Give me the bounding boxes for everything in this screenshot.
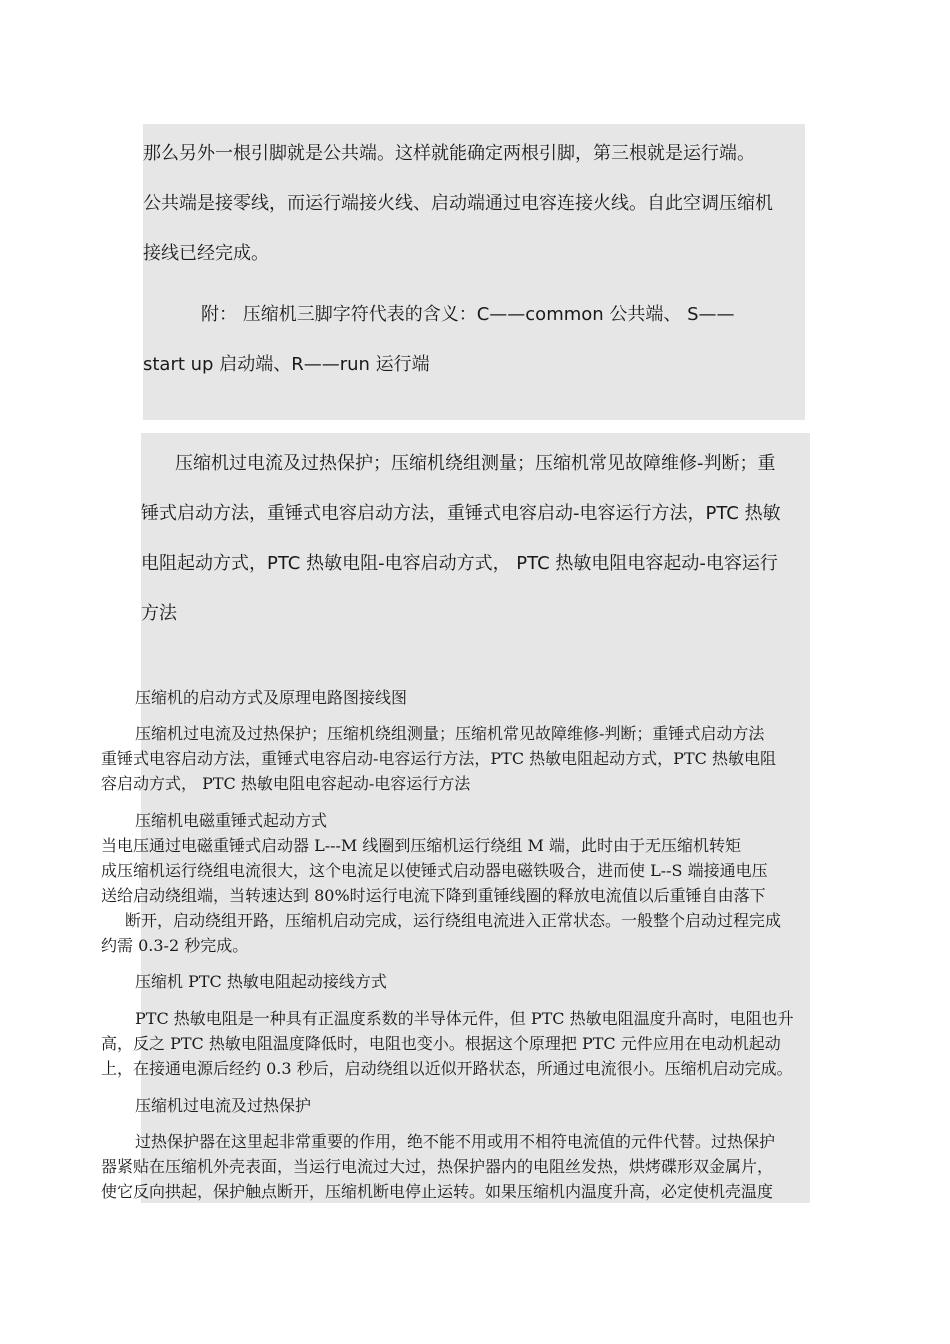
heading-startup-methods: 压缩机的启动方式及原理电路图接线图 <box>135 688 408 707</box>
para3-line-2: 高，反之 PTC 热敏电阻温度降低时，电阻也变小。根据这个原理把 PTC 元件应用在电动机起动 <box>101 1034 781 1053</box>
box2-line-4: 方法 <box>141 603 177 624</box>
box2-line-3: 电阻起动方式，PTC 热敏电阻-电容启动方式， PTC 热敏电阻电容起动-电容运行 <box>141 553 778 574</box>
box1-line-1: 那么另外一根引脚就是公共端。这样就能确定两根引脚，第三根就是运行端。 <box>143 143 755 164</box>
heading-ptc: 压缩机 PTC 热敏电阻起动接线方式 <box>135 972 387 991</box>
heading-overheat: 压缩机过电流及过热保护 <box>135 1096 312 1115</box>
para1-line-3: 容启动方式， PTC 热敏电阻电容起动-电容运行方法 <box>101 774 471 793</box>
para3-line-1: PTC 热敏电阻是一种具有正温度系数的半导体元件，但 PTC 热敏电阻温度升高时，电阻也升 <box>135 1009 794 1028</box>
para4-line-3: 使它反向拱起，保护触点断开，压缩机断电停止运转。如果压缩机内温度升高，必定使机壳温度 <box>101 1182 774 1201</box>
box1-line-2: 公共端是接零线，而运行端接火线、启动端通过电容连接火线。自此空调压缩机 <box>143 193 773 214</box>
para2-line-1: 当电压通过电磁重锤式启动器 L---M 线圈到压缩机运行绕组 M 端，此时由于无压缩机转矩 <box>101 836 741 855</box>
box2-line-1: 压缩机过电流及过热保护；压缩机绕组测量；压缩机常见故障维修-判断；重 <box>175 453 776 474</box>
para2-line-5: 约需 0.3-2 秒完成。 <box>101 936 249 955</box>
box1-line-3: 接线已经完成。 <box>143 243 269 264</box>
para1-line-2: 重锤式电容启动方法，重锤式电容启动-电容运行方法，PTC 热敏电阻起动方式，PTC 热敏电阻 <box>101 749 776 768</box>
para4-line-2: 器紧贴在压缩机外壳表面，当运行电流过大过，热保护器内的电阻丝发热，烘烤碟形双金属片， <box>101 1157 774 1176</box>
para4-line-1: 过热保护器在这里起非常重要的作用，绝不能不用或用不相符电流值的元件代替。过热保护 <box>135 1132 776 1151</box>
para3-line-3: 上，在接通电源后经约 0.3 秒后，启动绕组以近似开路状态，所通过电流很小。压缩机启动完成。 <box>101 1059 793 1078</box>
para2-line-4: 断开，启动绕组开路，压缩机启动完成，运行绕组电流进入正常状态。一般整个启动过程完成 <box>125 911 782 930</box>
para2-line-2: 成压缩机运行绕组电流很大，这个电流足以使锤式启动器电磁铁吸合，进而使 L--S 端接通电压 <box>101 861 768 880</box>
para1-line-1: 压缩机过电流及过热保护；压缩机绕组测量；压缩机常见故障维修-判断；重锤式启动方法 <box>135 724 765 743</box>
box1-line-4: 附： 压缩机三脚字符代表的含义：C——common 公共端、 S—— <box>201 304 735 325</box>
heading-heavy-hammer: 压缩机电磁重锤式起动方式 <box>135 811 328 830</box>
box2-line-2: 锤式启动方法，重锤式电容启动方法，重锤式电容启动-电容运行方法，PTC 热敏 <box>141 503 781 524</box>
box1-line-5: start up 启动端、R——run 运行端 <box>143 354 430 375</box>
para2-line-3: 送给启动绕组端，当转速达到 80%时运行电流下降到重锤线圈的释放电流值以后重锤自由落下 <box>101 886 766 905</box>
